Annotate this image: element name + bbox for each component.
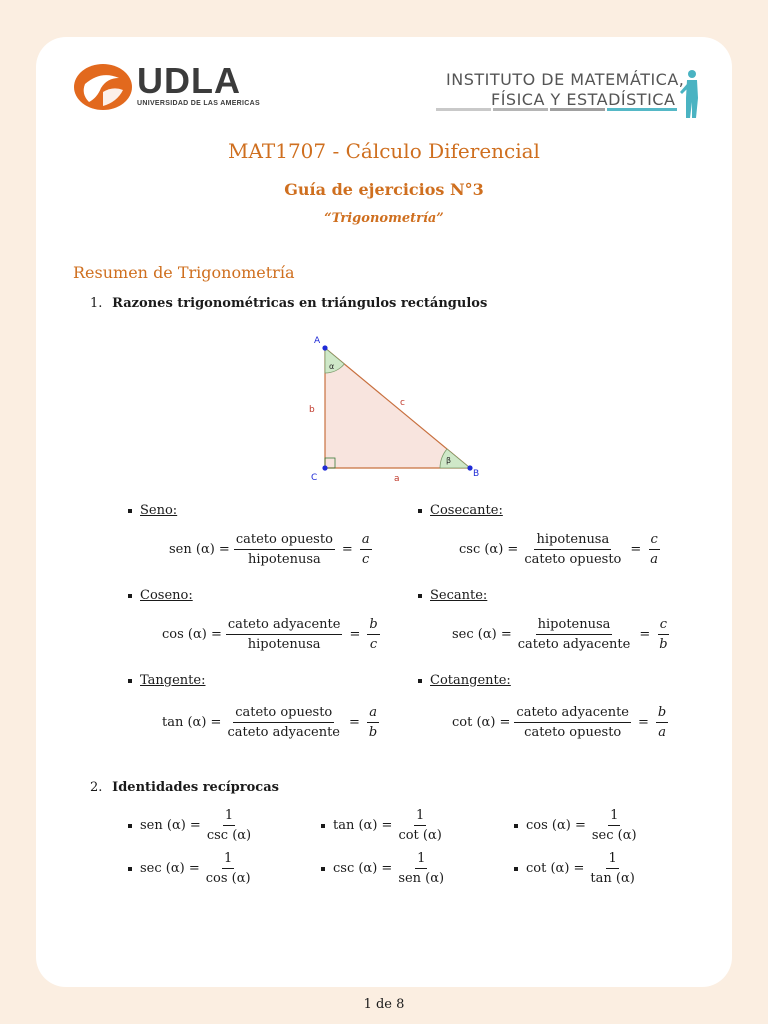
vertex-a-dot (322, 345, 327, 350)
document-title: MAT1707 - Cálculo Diferencial (228, 139, 540, 163)
reciprocal-identity-tan: tan (α) = $\frac{1}{\cot (\alpha)}$ (321, 808, 448, 843)
item-heading-text: Identidades recíprocas (112, 780, 279, 795)
ratio-label-tangente: Tangente: (128, 673, 205, 688)
vertex-a-label: A (314, 336, 321, 346)
reciprocal-identity-sen: sen (α) = $\frac{1}{\csc (\alpha)}$ (128, 808, 257, 843)
udla-logo-subtext: UNIVERSIDAD DE LAS AMERICAS (137, 100, 260, 107)
ratio-equation-coseno: cos (α) = $\frac{\text{cateto adyacente}}{\text{hipotenusa}}$ = $\frac{b}{c}$ (162, 617, 378, 652)
side-b-label: b (309, 405, 315, 415)
item-number: 1. (90, 296, 103, 311)
udla-logo-text: UDLA (137, 60, 241, 101)
ratio-label-coseno: Coseno: (128, 588, 193, 603)
ratio-equation-cotangente: cot (α) = $\frac{\text{cateto adyacente}}{\text{cateto opuesto}}$ = $\frac{b}{a}$ (452, 705, 667, 740)
ratio-equation-cosecante: csc (α) = $\frac{\text{hipotenusa}}{\text{cateto opuesto}}$ = $\frac{c}{a}$ (459, 532, 659, 567)
institute-name-line1: INSTITUTO DE MATEMÁTICA, (446, 70, 685, 89)
vertex-c-label: C (311, 473, 318, 483)
item-1-heading (90, 296, 487, 311)
item-number: 2. (90, 780, 103, 795)
ratio-label-seno: Seno: (128, 503, 177, 518)
institute-name-line2: FÍSICA Y ESTADÍSTICA (491, 90, 676, 109)
ratio-label-cotangente: Cotangente: (418, 673, 511, 688)
item-2-heading (90, 780, 279, 795)
document-topic: “Trigonometría” (324, 211, 444, 226)
side-c-label: c (400, 398, 405, 408)
document-subtitle: Guía de ejercicios N°3 (284, 180, 484, 199)
vertex-b-dot (467, 465, 472, 470)
reciprocal-identity-cos: cos (α) = $\frac{1}{\sec (\alpha)}$ (514, 808, 643, 843)
ratio-label-secante: Secante: (418, 588, 487, 603)
reciprocal-identity-csc: csc (α) = $\frac{1}{\text{sen (α)}}$ (321, 851, 450, 886)
side-a-label: a (394, 474, 400, 484)
reciprocal-identity-sec: sec (α) = $\frac{1}{\cos (\alpha)}$ (128, 851, 257, 886)
angle-beta-arc (440, 449, 470, 468)
angle-alpha-label: α (329, 362, 335, 371)
vertex-c-dot (322, 465, 327, 470)
right-triangle-diagram (300, 330, 500, 490)
ratio-equation-tangente: tan (α) = $\frac{\text{cateto opuesto}}{\text{cateto adyacente}}$ = $\frac{a}{b}$ (162, 705, 378, 740)
vertex-b-label: B (473, 469, 480, 479)
ratio-equation-secante: sec (α) = $\frac{\text{hipotenusa}}{\text{cateto adyacente}}$ = $\frac{c}{b}$ (452, 617, 668, 652)
ratio-equation-seno: sen (α) = $\frac{\text{cateto opuesto}}{\text{hipotenusa}}$ = $\frac{a}{c}$ (169, 532, 370, 567)
reciprocal-identity-cot: cot (α) = $\frac{1}{\tan (\alpha)}$ (514, 851, 641, 886)
angle-beta-label: β (446, 456, 452, 465)
section-title: Resumen de Trigonometría (73, 263, 295, 282)
ratio-label-cosecante: Cosecante: (418, 503, 503, 518)
page-number: 1 de 8 (363, 997, 405, 1012)
item-heading-text: Razones trigonométricas en triángulos rectángulos (112, 296, 488, 311)
